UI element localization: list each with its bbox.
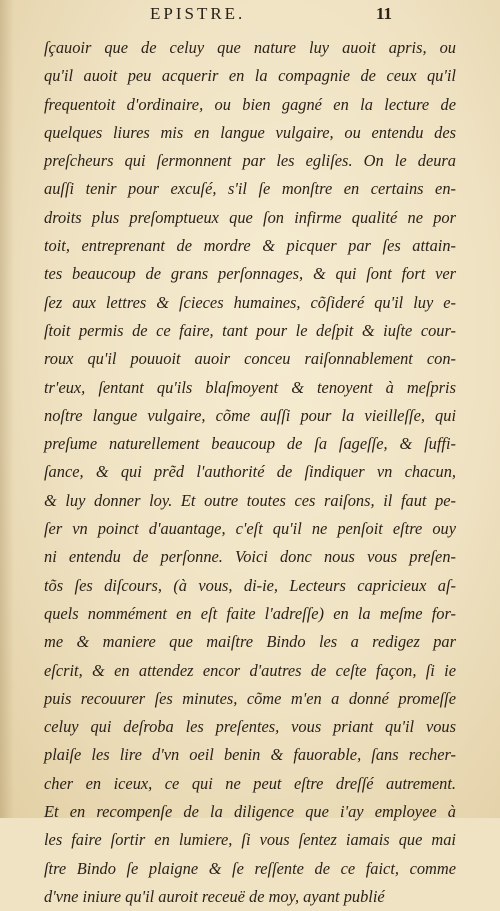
running-head: [0, 4, 500, 30]
text-line: noſtre langue vulgaire, cõme auſſi pour la vieilleſſe, qui: [44, 405, 456, 425]
text-line: ſçauoir que de celuy que nature luy auoit apris, ou: [44, 38, 456, 57]
body-text: [44, 34, 456, 911]
text-line: puis recouurer ſes minutes, cõme m'en a donné promeſſe: [44, 688, 456, 708]
text-line: me & maniere que maiſtre Bindo les a redigez par: [44, 632, 456, 652]
text-line: qu'il auoit peu acquerir en la compagnie de ceux qu'il: [44, 66, 456, 86]
text-line: quels nommément en eſt faite l'adreſſe) en la meſme for-: [44, 603, 456, 623]
text-line: ſtoit permis de ce faire, tant pour le deſpit & iuſte cour-: [44, 320, 456, 340]
text-line: roux qu'il pouuoit auoir conceu raiſonnablement con-: [44, 349, 456, 369]
text-line: tes beaucoup de grans perſonnages, & qui ſont fort ver: [44, 264, 456, 284]
text-line: ſance, & qui prẽd l'authorité de ſindiquer vn chacun,: [44, 462, 456, 482]
text-line: plaiſe les lire d'vn oeil benin & fauorable, ſans recher-: [44, 745, 456, 765]
running-title: EPISTRE.: [150, 4, 246, 23]
text-line: toit, entreprenant de mordre & picquer par ſes attain-: [44, 236, 456, 256]
gutter-shadow: [0, 0, 14, 818]
text-line: celuy qui deſroba les preſentes, vous priant qu'il vous: [44, 717, 456, 737]
text-line: Et en recompenſe de la diligence que i'ay employee à: [44, 802, 456, 822]
text-line: ſtre Bindo ſe plaigne & ſe reſſente de ce faict, comme: [44, 858, 456, 878]
text-line: quelques liures mis en langue vulgaire, ou entendu des: [44, 122, 456, 142]
text-line: ſez aux lettres & ſcieces humaines, cõſideré qu'il luy e-: [44, 292, 456, 312]
text-line: preſcheurs qui ſermonnent par les egliſes. On le deura: [44, 151, 456, 171]
text-line: les faire ſortir en lumiere, ſi vous ſentez iamais que mai: [44, 830, 456, 850]
text-line: tr'eux, ſentant qu'ils blaſmoyent & tenoyent à meſpris: [44, 377, 456, 397]
text-line: auſſi tenir pour excuſé, s'il ſe monſtre en certains en-: [44, 179, 456, 199]
text-line: ni entendu de perſonne. Voici donc nous vous preſen-: [44, 547, 456, 567]
text-line: d'vne iniure qu'il auroit receuë de moy, ayant publié: [44, 886, 385, 906]
text-line: cher en iceux, ce qui ne peut eſtre dreſſé autrement.: [44, 773, 456, 793]
text-line: tõs ſes diſcours, (à vous, di-ie, Lecteurs capricieux aſ-: [44, 575, 456, 595]
text-line: & luy donner loy. Et outre toutes ces raiſons, il faut pe-: [44, 490, 456, 510]
text-line: droits plus preſomptueux que ſon infirme qualité ne por: [44, 207, 456, 227]
text-line: ſer vn poinct d'auantage, c'eſt qu'il ne penſoit eſtre ouy: [44, 519, 456, 539]
text-line: frequentoit d'ordinaire, ou bien gagné en la lecture de: [44, 94, 456, 114]
text-line: preſume naturellement beaucoup de ſa ſageſſe, & ſuffi-: [44, 434, 456, 454]
text-line: eſcrit, & en attendez encor d'autres de ceſte façon, ſi ie: [44, 660, 456, 680]
page-number: 11: [376, 4, 393, 23]
